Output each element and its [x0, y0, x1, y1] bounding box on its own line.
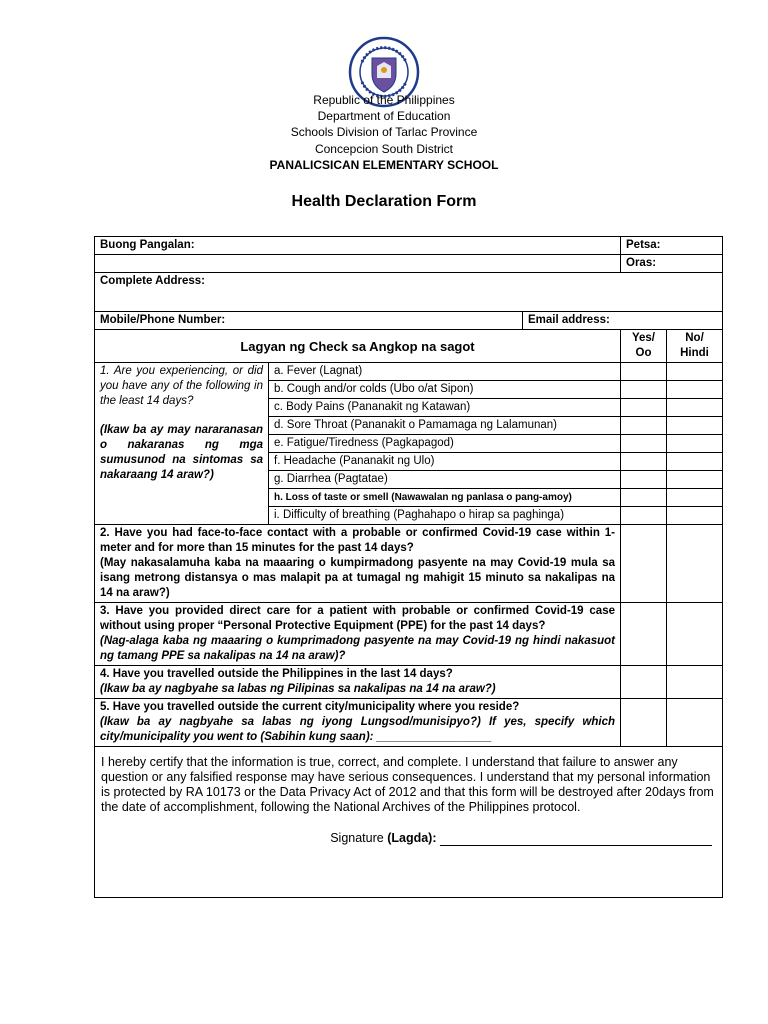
diarrhea-yes-checkbox[interactable]: [621, 471, 667, 489]
page-title: Health Declaration Form: [291, 193, 477, 210]
question-5-cell: [95, 699, 621, 747]
question-4-cell: [95, 666, 621, 699]
full-name-field[interactable]: Buong Pangalan:: [95, 237, 621, 255]
symptom-row: [95, 363, 723, 381]
question-5-no-checkbox[interactable]: [667, 699, 723, 747]
republic-line: Republic of the Philippines: [313, 93, 455, 107]
question-3-yes-checkbox[interactable]: [621, 603, 667, 666]
address-row: [95, 273, 723, 312]
district-line: Concepcion South District: [314, 142, 454, 156]
question-5-row: [95, 699, 723, 747]
question-4-text: 4. Have you travelled outside the Philippines in the last 14 days?: [100, 668, 453, 680]
health-declaration-table: [94, 236, 723, 898]
symptom-headache: f. Headache (Pananakit ng Ulo): [269, 453, 621, 471]
symptom-body-pains: c. Body Pains (Pananakit ng Katawan): [269, 399, 621, 417]
question-5-text: 5. Have you travelled outside the current city/municipality where you reside?: [100, 701, 520, 713]
headache-yes-checkbox[interactable]: [621, 453, 667, 471]
symptom-sore-throat: d. Sore Throat (Pananakit o Pamamaga ng Lalamunan): [269, 417, 621, 435]
school-name: PANALICSICAN ELEMENTARY SCHOOL: [269, 158, 499, 172]
body-pains-no-checkbox[interactable]: [667, 399, 723, 417]
breathing-yes-checkbox[interactable]: [621, 507, 667, 525]
certification-text: I hereby certify that the information is true, correct, and complete. I understand that failure to answer any question or any falsified response may have serious consequences. I understand that my personal information is protected by RA 10173 or the Data Privacy Act of 2012 and that this form will be destroyed after 20days from the date of accomplishment, following the National Archives of the Philippines protocol.: [101, 755, 714, 814]
address-field[interactable]: Complete Address:: [95, 273, 723, 312]
question-4-no-checkbox[interactable]: [667, 666, 723, 699]
phone-field[interactable]: Mobile/Phone Number:: [95, 312, 523, 330]
symptom-loss-of-taste: h. Loss of taste or smell (Nawawalan ng panlasa o pang-amoy): [269, 489, 621, 507]
question-2-no-checkbox[interactable]: [667, 525, 723, 603]
fever-yes-checkbox[interactable]: [621, 363, 667, 381]
question-2-text: 2. Have you had face-to-face contact with a probable or confirmed Covid-19 case within 1-meter and for more than 15 minutes for the past 14 days?: [100, 527, 615, 554]
question-2-yes-checkbox[interactable]: [621, 525, 667, 603]
checklist-instruction: Lagyan ng Check sa Angkop na sagot: [95, 330, 621, 363]
signature-line[interactable]: [440, 833, 712, 846]
signature-block: [101, 831, 716, 846]
sore-throat-yes-checkbox[interactable]: [621, 417, 667, 435]
sore-throat-no-checkbox[interactable]: [667, 417, 723, 435]
signature-label-tl: (Lagda):: [387, 831, 437, 845]
loss-of-taste-no-checkbox[interactable]: [667, 489, 723, 507]
full-name-entry[interactable]: [95, 255, 621, 273]
certification-cell: [95, 747, 723, 898]
question-1-translation: (Ikaw ba ay may nararanasan o nakaranas ng mga sumusunod na sintomas sa nakaraang 14 araw?): [100, 424, 263, 481]
question-5-translation: (Ikaw ba ay nagbyahe sa labas ng iyong Lungsod/munisipyo?) If yes, specify which city/municipality you went to (Sabihin kung saan): __________________: [100, 716, 615, 743]
question-4-translation: (Ikaw ba ay nagbyahe sa labas ng Pilipinas sa nakalipas na 14 na araw?): [100, 683, 496, 695]
date-field[interactable]: Petsa:: [621, 237, 723, 255]
name-date-row: [95, 237, 723, 255]
cough-no-checkbox[interactable]: [667, 381, 723, 399]
question-3-row: [95, 603, 723, 666]
diarrhea-no-checkbox[interactable]: [667, 471, 723, 489]
no-column-header: No/ Hindi: [667, 330, 723, 363]
breathing-no-checkbox[interactable]: [667, 507, 723, 525]
question-3-no-checkbox[interactable]: [667, 603, 723, 666]
question-4-yes-checkbox[interactable]: [621, 666, 667, 699]
symptom-diarrhea: g. Diarrhea (Pagtatae): [269, 471, 621, 489]
symptom-fever: a. Fever (Lagnat): [269, 363, 621, 381]
certification-row: [95, 747, 723, 898]
department-line: Department of Education: [317, 109, 451, 123]
question-2-row: [95, 525, 723, 603]
checklist-header-row: [95, 330, 723, 363]
question-3-translation: (Nag-alaga kaba ng maaaring o kumprimadong pasyente na may Covid-19 ng hindi nakasuot ng tamang PPE sa nakalipas na 14 na araw)?: [100, 635, 615, 662]
contact-row: [95, 312, 723, 330]
fatigue-yes-checkbox[interactable]: [621, 435, 667, 453]
fever-no-checkbox[interactable]: [667, 363, 723, 381]
time-field[interactable]: Oras:: [621, 255, 723, 273]
symptom-breathing: i. Difficulty of breathing (Paghahapo o hirap sa paghinga): [269, 507, 621, 525]
symptom-cough: b. Cough and/or colds (Ubo o/at Sipon): [269, 381, 621, 399]
fatigue-no-checkbox[interactable]: [667, 435, 723, 453]
question-5-yes-checkbox[interactable]: [621, 699, 667, 747]
headache-no-checkbox[interactable]: [667, 453, 723, 471]
question-3-text: 3. Have you provided direct care for a patient with probable or confirmed Covid-19 case without using proper “Personal Protective Equipment (PPE) for the past 14 days?: [100, 605, 615, 632]
question-3-cell: [95, 603, 621, 666]
yes-column-header: Yes/ Oo: [621, 330, 667, 363]
division-line: Schools Division of Tarlac Province: [290, 125, 478, 139]
question-4-row: [95, 666, 723, 699]
time-row: [95, 255, 723, 273]
question-1-text: 1. Are you experiencing, or did you have any of the following in the least 14 days?: [100, 365, 263, 407]
question-2-translation: (May nakasalamuha kaba na maaaring o kumpirmadong pasyente na may Covid-19 mula sa isang metrong distansya o mas malapit pa at tumagal ng mahigit 15 minuto sa nakalipas na 14 na araw?): [100, 557, 615, 599]
loss-of-taste-yes-checkbox[interactable]: [621, 489, 667, 507]
question-1-cell: [95, 363, 269, 525]
signature-label: Signature: [330, 831, 384, 845]
question-2-cell: [95, 525, 621, 603]
cough-yes-checkbox[interactable]: [621, 381, 667, 399]
body-pains-yes-checkbox[interactable]: [621, 399, 667, 417]
email-field[interactable]: Email address:: [523, 312, 723, 330]
symptom-fatigue: e. Fatigue/Tiredness (Pagkapagod): [269, 435, 621, 453]
